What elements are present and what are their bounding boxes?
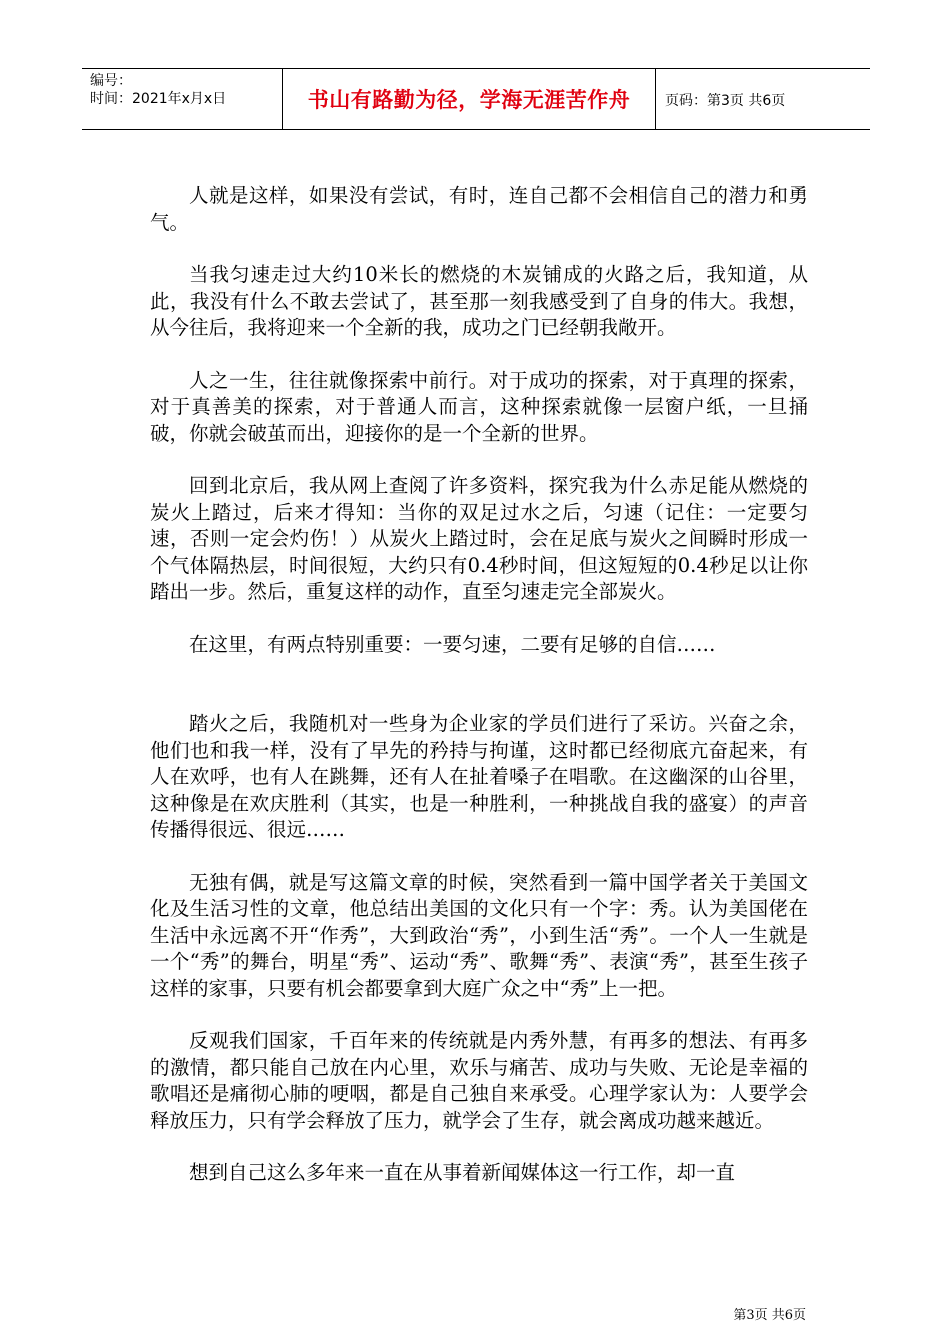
paragraph: 反观我们国家，千百年来的传统就是内秀外慧，有再多的想法、有再多的激情，都只能自己放在内心里，欢乐与痛苦、成功与失败、无论是幸福的歌唱还是痛彻心肺的哽咽，都是自己独自来承受。心理学家认为：人要学会释放压力，只有学会释放了压力，就学会了生存，就会离成功越来越近。	[150, 1029, 808, 1132]
header-number-label: 编号：	[90, 73, 132, 89]
paragraph: 人就是这样，如果没有尝试，有时，连自己都不会相信自己的潜力和勇气。	[150, 184, 808, 234]
article-body	[150, 183, 808, 1213]
paragraph: 踏火之后，我随机对一些身为企业家的学员们进行了采访。兴奋之余，他们也和我一样，没有了早先的矜持与拘谨，这时都已经彻底亢奋起来，有人在欢呼，也有人在跳舞，还有人在扯着嗓子在唱歌。在这幽深的山谷里，这种像是在欢庆胜利（其实，也是一种胜利，一种挑战自我的盛宴）的声音传播得很远、很远……	[150, 712, 808, 841]
header-page-label: 页码：第3页 共6页	[665, 93, 786, 109]
header-time-label: 时间：2021年x月x日	[90, 91, 227, 107]
paragraph: 回到北京后，我从网上查阅了许多资料，探究我为什么赤足能从燃烧的炭火上踏过，后来才得知：当你的双足过水之后，匀速（记住：一定要匀速，否则一定会灼伤！）从炭火上踏过时，会在足底与炭火之间瞬时形成一个气体隔热层，时间很短，大约只有0.4秒时间，但这短短的0.4秒足以让你踏出一步。然后，重复这样的动作，直至匀速走完全部炭火。	[150, 474, 808, 603]
paragraph: 当我匀速走过大约10米长的燃烧的木炭铺成的火路之后，我知道，从此，我没有什么不敢去尝试了，甚至那一刻我感受到了自身的伟大。我想，从今往后，我将迎来一个全新的我，成功之门已经朝我敞开。	[150, 263, 808, 339]
paragraph: 想到自己这么多年来一直在从事着新闻媒体这一行工作，却一直	[189, 1161, 736, 1184]
header-divider-right	[655, 68, 656, 129]
header-motto: 书山有路勤为径，学海无涯苦作舟	[307, 87, 631, 112]
paragraph: 无独有偶，就是写这篇文章的时候，突然看到一篇中国学者关于美国文化及生活习性的文章，他总结出美国的文化只有一个字：秀。认为美国佬在生活中永远离不开“作秀”，大到政治“秀”，小到生活“秀”。一个人一生就是一个“秀”的舞台，明星“秀”、运动“秀”、歌舞“秀”、表演“秀”，甚至生孩子这样的家事，只要有机会都要拿到大庭广众之中“秀”上一把。	[150, 870, 808, 1000]
paragraph: 在这里，有两点特别重要：一要匀速，二要有足够的自信……	[189, 632, 716, 656]
header-meta	[90, 72, 226, 108]
paragraph: 人之一生，往往就像探索中前行。对于成功的探索，对于真理的探索，对于真善美的探索，对于普通人而言，这种探索就像一层窗户纸，一旦捅破，你就会破茧而出，迎接你的是一个全新的世界。	[150, 368, 808, 445]
footer-page-number: 第3页 共6页	[733, 1308, 806, 1323]
header-bottom-rule	[82, 129, 870, 130]
